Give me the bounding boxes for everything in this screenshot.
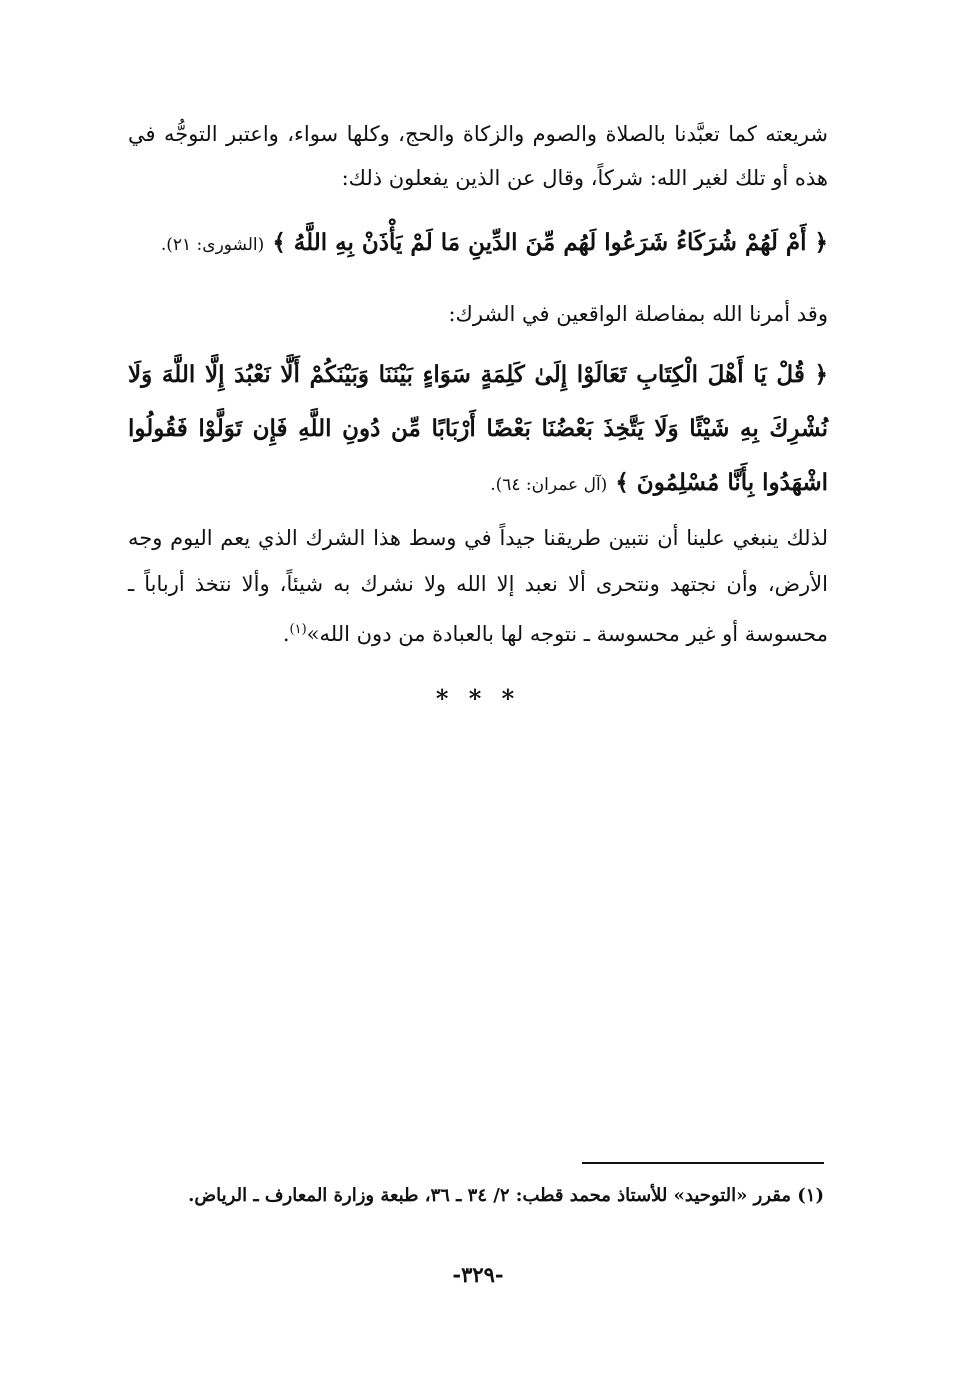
verse-reference: (الشورى: ٢١). bbox=[160, 235, 265, 255]
section-separator: * * * bbox=[435, 684, 521, 713]
footnote-divider bbox=[582, 1162, 824, 1164]
paragraph-conclusion bbox=[128, 515, 828, 657]
quran-verse-al-imran bbox=[128, 348, 828, 512]
paragraph-intro-line2: هذه أو تلك لغير الله: شركاً، وقال عن الذين يفعلون ذلك: bbox=[341, 166, 828, 190]
quran-verse-ash-shura bbox=[128, 221, 828, 267]
paragraph-conclusion-end: . bbox=[282, 622, 290, 646]
verse-text: ﴿ أَمْ لَهُمْ شُرَكَاءُ شَرَعُوا لَهُم مِّنَ الدِّينِ مَا لَمْ يَأْذَنْ بِهِ اللَّهُ ﴾ bbox=[272, 229, 828, 256]
page-number: -٣٢٩- bbox=[452, 1262, 504, 1287]
paragraph-command bbox=[128, 292, 828, 336]
footnote-marker: (١) bbox=[289, 622, 307, 637]
paragraph-command-text: وقد أمرنا الله بمفاصلة الواقعين في الشرك: bbox=[448, 302, 828, 326]
verse-reference: (آل عمران: ٦٤). bbox=[490, 475, 608, 495]
verse-text: ﴿ قُلْ يَا أَهْلَ الْكِتَابِ تَعَالَوْا إِلَىٰ كَلِمَةٍ سَوَاءٍ بَيْنَنَا وَبَيْنَكُمْ أَلَّا نَعْبُدَ إِلَّا اللَّهَ وَلَا نُشْرِكَ بِهِ شَيْئًا وَلَا يَتَّخِذَ بَعْضُنَا بَعْضًا أَرْبَابًا مِّن دُونِ اللَّهِ فَإِن تَوَلَّوْا فَقُولُوا اشْهَدُوا بِأَنَّا مُسْلِمُونَ ﴾ bbox=[128, 361, 828, 496]
paragraph-intro-line1: شريعته كما تعبَّدنا بالصلاة والصوم والزكاة والحج، وكلها سواء، واعتبر التوجُّه في bbox=[128, 122, 828, 146]
footnote-text: (١) مقرر «التوحيد» للأستاذ محمد قطب: ٢/ ٣٤ ـ ٣٦، طبعة وزارة المعارف ـ الرياض. bbox=[188, 1185, 824, 1206]
paragraph-conclusion-text: لذلك ينبغي علينا أن نتبين طريقنا جيداً في وسط هذا الشرك الذي يعم اليوم وجه الأرض، وأن نجتهد ونتحرى ألا نعبد إلا الله ولا نشرك به شيئاً، وألا نتخذ أرباباً ـ محسوسة أو غير محسوسة ـ نتوجه لها بالعبادة من دون الله» bbox=[128, 526, 828, 646]
paragraph-intro bbox=[128, 112, 828, 200]
